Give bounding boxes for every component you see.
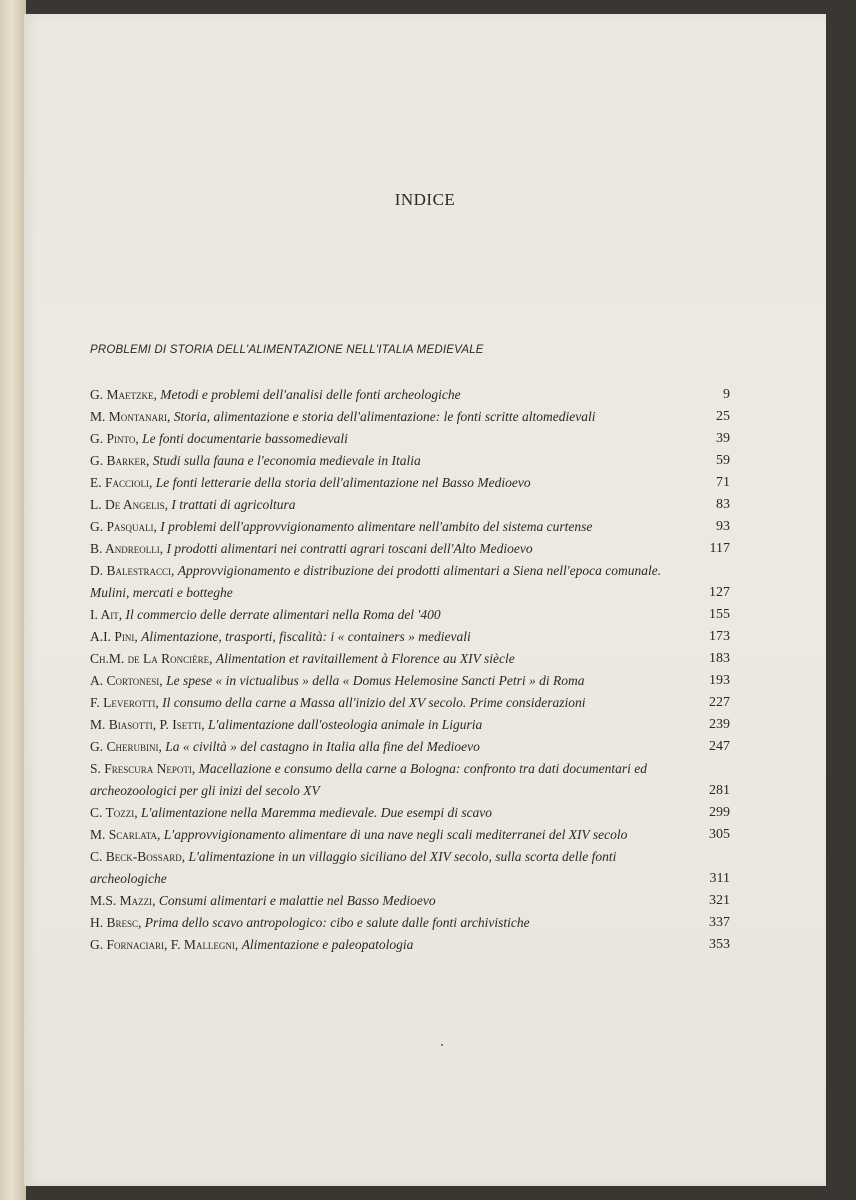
toc-entry — [90, 758, 790, 802]
toc-work-title: Storia, alimentazione e storia dell'alimentazione: le fonti scritte altomedievali — [173, 409, 596, 424]
toc-work-title: Alimentazione, trasporti, fiscalità: i « containers » medievali — [141, 629, 471, 644]
toc-page-number: 227 — [709, 695, 730, 710]
toc-entry-text — [90, 802, 690, 824]
toc-work-title: Macellazione e consumo della carne a Bologna: confronto tra dati documentari ed archeozoologici per gli inizi del secolo XV — [90, 761, 647, 798]
toc-entry-text — [90, 560, 690, 604]
toc-entry — [90, 824, 790, 846]
toc-work-title: L'alimentazione in un villaggio siciliano del XIV secolo, sulla scorta delle fonti archeologiche — [90, 849, 617, 886]
toc-entry-text — [90, 714, 690, 736]
toc-entry-text — [90, 670, 690, 692]
toc-entry — [90, 516, 790, 538]
toc-work-title: Alimentation et ravitaillement à Florence au XIV siècle — [215, 651, 515, 666]
toc-page-number: 193 — [709, 673, 730, 688]
toc-page-number: 247 — [709, 739, 730, 754]
toc-entry-text — [90, 758, 690, 802]
toc-page-number: 83 — [716, 497, 730, 512]
toc-entry — [90, 934, 790, 956]
toc-author: B. Andreolli, — [90, 541, 164, 556]
toc-entry-text — [90, 516, 690, 538]
toc-author: A. Cortonesi, — [90, 673, 163, 688]
toc-page-number: 299 — [709, 805, 730, 820]
toc-work-title: Le fonti documentarie bassomedievali — [142, 431, 348, 446]
toc-author: M. Montanari, — [90, 409, 171, 424]
toc-author: E. Faccioli, — [90, 475, 153, 490]
toc-entry-text — [90, 692, 690, 714]
toc-entry — [90, 846, 790, 890]
toc-entry-text — [90, 472, 690, 494]
toc-work-title: I prodotti alimentari nei contratti agrari toscani dell'Alto Medioevo — [166, 541, 533, 556]
toc-work-title: L'approvvigionamento alimentare di una nave negli scali mediterranei del XIV secolo — [163, 827, 628, 842]
toc-entry — [90, 494, 790, 516]
section-heading: PROBLEMI DI STORIA DELL'ALIMENTAZIONE NELL'ITALIA MEDIEVALE — [90, 344, 484, 356]
toc-page-number: 321 — [709, 893, 730, 908]
toc-entry — [90, 428, 790, 450]
toc-work-title: Il consumo della carne a Massa all'inizio del XV secolo. Prime considerazioni — [162, 695, 586, 710]
toc-author: G. Cherubini, — [90, 739, 162, 754]
book-spine-edge — [0, 0, 26, 1200]
toc-author: M.S. Mazzi, — [90, 893, 156, 908]
toc-page-number: 305 — [709, 827, 730, 842]
toc-page-number: 239 — [709, 717, 730, 732]
toc-entry-text — [90, 384, 690, 406]
toc-entry — [90, 648, 790, 670]
toc-entry — [90, 670, 790, 692]
toc-author: M. Biasotti, P. Isetti, — [90, 717, 205, 732]
toc-entry — [90, 384, 790, 406]
toc-work-title: Metodi e problemi dell'analisi delle fonti archeologiche — [160, 387, 461, 402]
toc-page-number: 311 — [709, 871, 730, 886]
toc-entry — [90, 560, 790, 604]
toc-work-title: Consumi alimentari e malattie nel Basso Medioevo — [158, 893, 436, 908]
toc-page-number: 59 — [716, 453, 730, 468]
toc-entry — [90, 714, 790, 736]
toc-page-number: 353 — [709, 937, 730, 952]
toc-work-title: Le spese « in victualibus » della « Domus Helemosine Sancti Petri » di Roma — [166, 673, 585, 688]
toc-work-title: L'alimentazione dall'osteologia animale in Liguria — [208, 717, 483, 732]
toc-page-number: 281 — [709, 783, 730, 798]
toc-entry-text — [90, 736, 690, 758]
toc-work-title: Studi sulla fauna e l'economia medievale in Italia — [152, 453, 421, 468]
toc-author: G. Maetzke, — [90, 387, 157, 402]
table-of-contents — [90, 384, 790, 956]
toc-work-title: La « civiltà » del castagno in Italia alla fine del Medioevo — [165, 739, 480, 754]
toc-author: M. Scarlata, — [90, 827, 161, 842]
toc-author: F. Leverotti, — [90, 695, 159, 710]
toc-entry — [90, 604, 790, 626]
toc-page-number: 183 — [709, 651, 730, 666]
toc-author: G. Barker, — [90, 453, 150, 468]
toc-work-title: I trattati di agricoltura — [171, 497, 296, 512]
toc-page-number: 155 — [709, 607, 730, 622]
toc-page-number: 127 — [709, 585, 730, 600]
toc-page-number: 337 — [709, 915, 730, 930]
toc-author: L. De Angelis, — [90, 497, 168, 512]
toc-entry — [90, 890, 790, 912]
toc-page-number: 9 — [723, 387, 730, 402]
toc-entry — [90, 626, 790, 648]
toc-entry — [90, 472, 790, 494]
toc-entry-text — [90, 538, 690, 560]
toc-entry — [90, 406, 790, 428]
toc-author: C. Tozzi, — [90, 805, 138, 820]
toc-work-title: Alimentazione e paleopatologia — [241, 937, 414, 952]
toc-author: A.I. Pini, — [90, 629, 138, 644]
toc-entry — [90, 450, 790, 472]
book-page — [24, 14, 826, 1186]
toc-entry-text — [90, 912, 690, 934]
toc-page-number: 117 — [709, 541, 730, 556]
toc-entry-text — [90, 450, 690, 472]
toc-author: C. Beck-Bossard, — [90, 849, 186, 864]
toc-page-number: 173 — [709, 629, 730, 644]
toc-entry-text — [90, 934, 690, 956]
toc-entry-text — [90, 406, 690, 428]
page-title: INDICE — [394, 190, 456, 209]
toc-entry-text — [90, 626, 690, 648]
toc-entry — [90, 538, 790, 560]
toc-entry — [90, 912, 790, 934]
toc-author: H. Bresc, — [90, 915, 142, 930]
toc-work-title: Approvvigionamento e distribuzione dei prodotti alimentari a Siena nell'epoca comunale. Mulini, mercati e botteghe — [90, 563, 662, 600]
toc-author: S. Frescura Nepoti, — [90, 761, 196, 776]
toc-entry-text — [90, 428, 690, 450]
toc-author: G. Pinto, — [90, 431, 139, 446]
toc-entry — [90, 692, 790, 714]
toc-entry — [90, 802, 790, 824]
toc-page-number: 93 — [716, 519, 730, 534]
toc-work-title: I problemi dell'approvvigionamento alimentare nell'ambito del sistema curtense — [160, 519, 593, 534]
toc-page-number: 25 — [716, 409, 730, 424]
toc-work-title: Prima dello scavo antropologico: cibo e salute dalle fonti archivistiche — [144, 915, 530, 930]
toc-work-title: L'alimentazione nella Maremma medievale. Due esempi di scavo — [141, 805, 493, 820]
toc-entry-text — [90, 494, 690, 516]
page-speck — [441, 1044, 443, 1046]
toc-work-title: Le fonti letterarie della storia dell'alimentazione nel Basso Medioevo — [155, 475, 531, 490]
toc-entry — [90, 736, 790, 758]
toc-page-number: 71 — [716, 475, 730, 490]
toc-author: D. Balestracci, — [90, 563, 175, 578]
toc-work-title: Il commercio delle derrate alimentari nella Roma del '400 — [125, 607, 441, 622]
toc-author: Ch.M. de La Roncière, — [90, 651, 213, 666]
toc-author: G. Pasquali, — [90, 519, 157, 534]
toc-author: G. Fornaciari, F. Mallegni, — [90, 937, 239, 952]
toc-entry-text — [90, 604, 690, 626]
toc-entry-text — [90, 846, 690, 890]
toc-author: I. Ait, — [90, 607, 123, 622]
toc-page-number: 39 — [716, 431, 730, 446]
toc-entry-text — [90, 824, 690, 846]
toc-entry-text — [90, 648, 690, 670]
toc-entry-text — [90, 890, 690, 912]
